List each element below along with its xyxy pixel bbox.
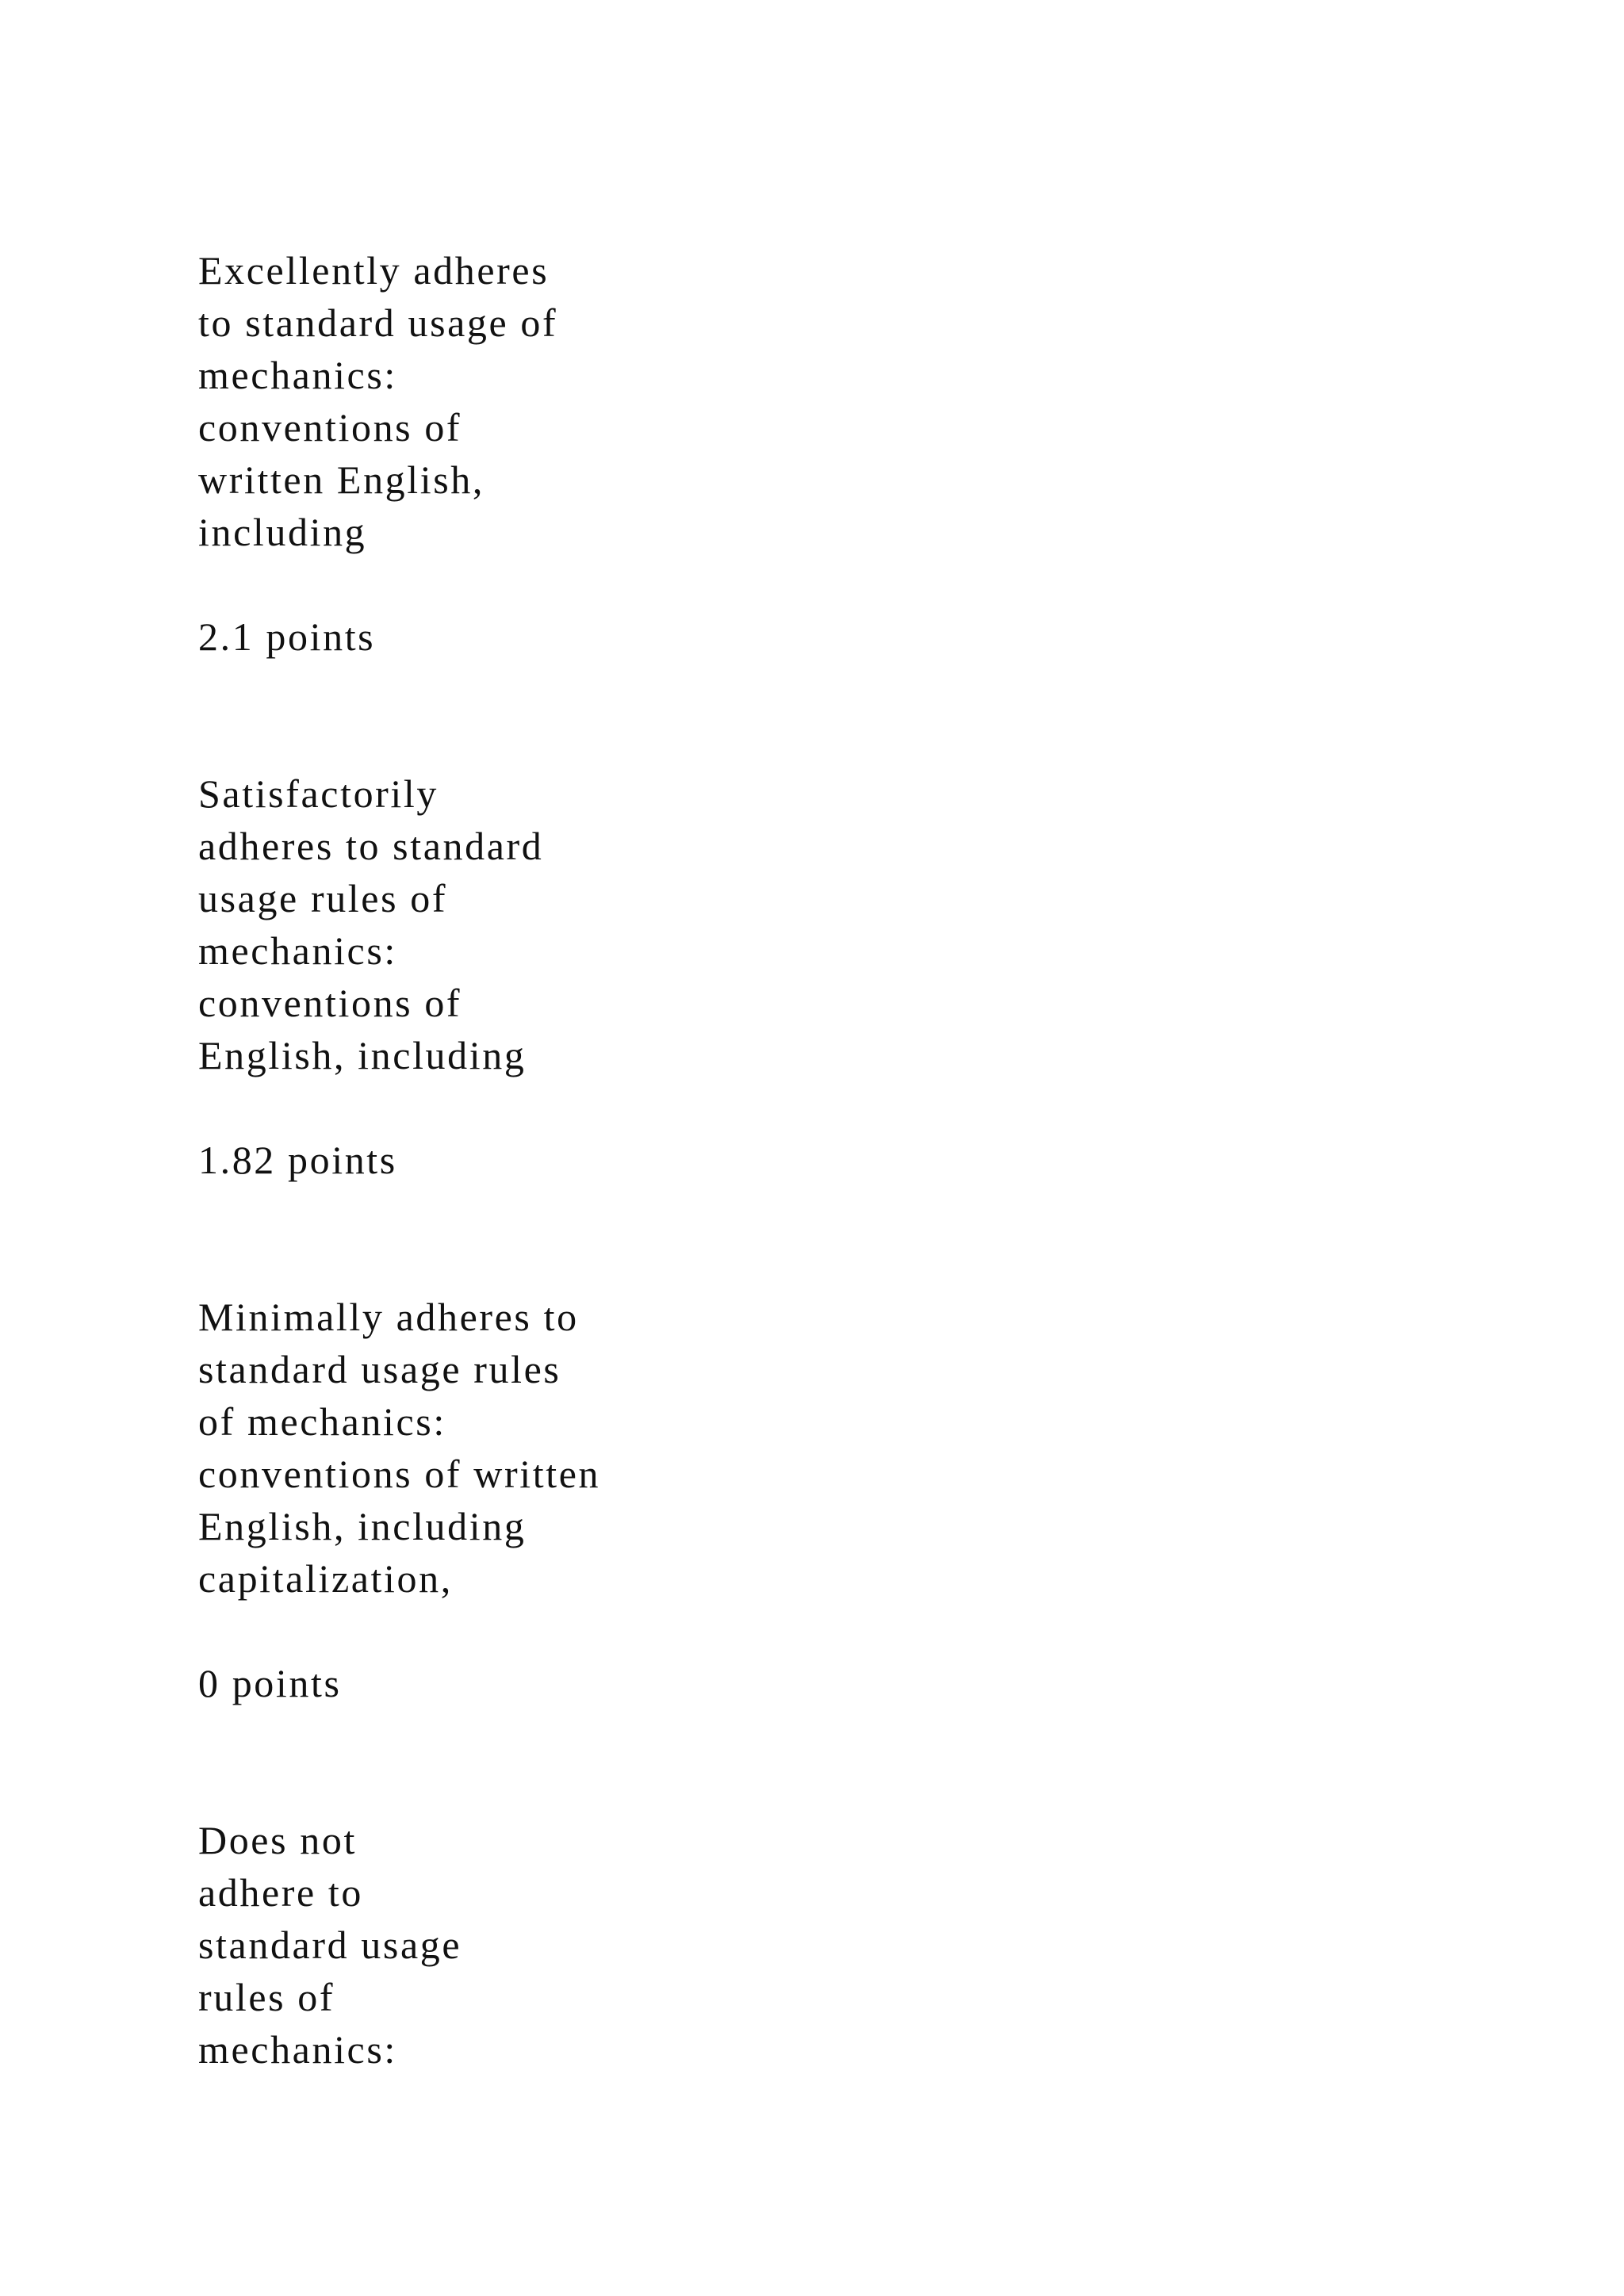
rubric-text bbox=[198, 244, 1308, 2076]
level-description-line: adheres to standard bbox=[198, 824, 544, 868]
rubric-level-minimal bbox=[198, 1291, 1308, 1709]
section-gap bbox=[198, 1186, 1308, 1291]
level-description-line: mechanics: bbox=[198, 928, 397, 973]
level-points: 1.82 points bbox=[198, 1138, 397, 1182]
level-description-line: written English, bbox=[198, 457, 485, 502]
level-description-line: rules of bbox=[198, 1975, 335, 2019]
level-description-line: Satisfactorily bbox=[198, 771, 439, 816]
section-gap bbox=[198, 663, 1308, 767]
level-points: 2.1 points bbox=[198, 614, 376, 659]
level-description-line: standard usage rules bbox=[198, 1347, 561, 1391]
level-description-line: conventions of bbox=[198, 405, 462, 450]
level-description-line: Excellently adheres bbox=[198, 248, 550, 293]
blank-line bbox=[198, 1605, 1308, 1657]
level-description-line: Does not bbox=[198, 1818, 357, 1862]
level-description-line: English, including bbox=[198, 1033, 527, 1077]
level-description-line: mechanics: bbox=[198, 353, 397, 397]
level-description-line: conventions of bbox=[198, 981, 462, 1025]
rubric-level-satisfactory bbox=[198, 767, 1308, 1186]
level-description-line: standard usage bbox=[198, 1923, 462, 1967]
level-description-line: of mechanics: bbox=[198, 1399, 446, 1444]
level-description-line: to standard usage of bbox=[198, 300, 558, 345]
level-description-line: capitalization, bbox=[198, 1556, 453, 1601]
section-gap bbox=[198, 1709, 1308, 1814]
level-description-line: adhere to bbox=[198, 1870, 364, 1915]
rubric-level-none bbox=[198, 1814, 1308, 2076]
level-description-line: English, including bbox=[198, 1504, 527, 1548]
level-description-line: including bbox=[198, 510, 367, 554]
blank-line bbox=[198, 1081, 1308, 1134]
level-points: 0 points bbox=[198, 1661, 342, 1705]
level-description-line: Minimally adheres to bbox=[198, 1295, 579, 1339]
level-description-line: mechanics: bbox=[198, 2027, 397, 2072]
blank-line bbox=[198, 558, 1308, 610]
rubric-level-excellent bbox=[198, 244, 1308, 663]
level-description-line: conventions of written bbox=[198, 1452, 601, 1496]
level-description-line: usage rules of bbox=[198, 876, 448, 920]
